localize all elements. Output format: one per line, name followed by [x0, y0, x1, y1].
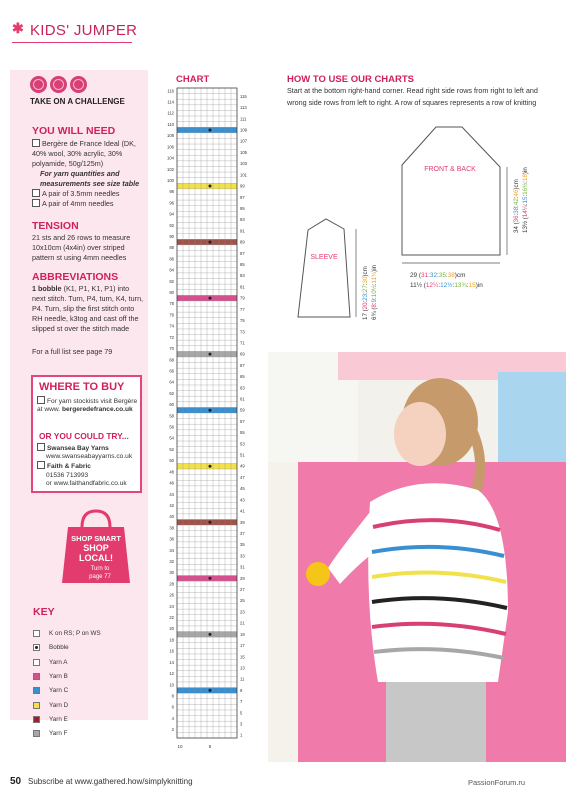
size-unit: )in [371, 264, 378, 272]
size-v2: 9 [371, 298, 378, 303]
size-v4: 15 [468, 282, 476, 289]
chart-row-label-right: 37 [240, 530, 245, 536]
chart-row-label-left: 82 [169, 278, 174, 284]
chart-row-label-left: 28 [169, 581, 174, 587]
size-v2: 38 [513, 206, 520, 214]
size-v1: 14¼ [522, 205, 529, 218]
key-swatch [33, 659, 40, 666]
chart-row-label-left: 58 [169, 413, 174, 419]
item-text: A pair of 3.5mm needles [42, 189, 120, 198]
chart-row-label-left: 34 [169, 547, 174, 553]
bag-line3: LOCAL! [79, 553, 113, 563]
abbreviations-heading: ABBREVIATIONS [32, 271, 119, 283]
chart-row-label-right: 105 [240, 149, 247, 155]
item-text: A pair of 4mm needles [42, 199, 114, 208]
sleeve-label: SLEEVE [310, 254, 338, 261]
chart-row-label-right: 9 [240, 687, 243, 693]
chart-bobble [209, 241, 212, 244]
shop-link[interactable]: www.swanseabayyarns.co.uk [46, 453, 133, 461]
chart-row-label-left: 56 [169, 424, 174, 430]
knitting-chart [150, 84, 262, 754]
shop-url-prefix: or [46, 479, 52, 487]
size-base: 17 ( [362, 309, 369, 320]
yarn-ball-icon [70, 76, 87, 93]
flower-icon: ✱ [12, 20, 24, 36]
width-cm-label: 29 (31:32:35:38)cm [410, 272, 466, 279]
size-v4: 18 [522, 174, 529, 181]
size-v3: 16½ [522, 182, 529, 195]
front-back-shape [402, 127, 500, 255]
key-label: K on RS; P on WS [49, 630, 101, 637]
chart-row-label-left: 66 [169, 368, 174, 374]
tension-heading: TENSION [32, 220, 79, 232]
chart-row-label-left: 76 [169, 312, 174, 318]
size-base: 13½ ( [522, 217, 529, 233]
chart-bobble [209, 409, 212, 412]
size-v2: 15 [522, 196, 529, 204]
chart-row-label-right: 39 [240, 519, 245, 525]
page-section-title: KIDS' JUMPER [30, 22, 138, 39]
chart-row-label-left: 114 [167, 99, 174, 105]
chart-row-label-left: 84 [169, 267, 174, 273]
checkbox-icon [37, 396, 45, 404]
bobble-dot-icon [35, 646, 38, 649]
size-unit: )cm [362, 266, 369, 277]
chart-row-label-right: 7 [240, 699, 243, 705]
chart-row-label-right: 21 [240, 620, 245, 626]
bag-line4: Turn to [90, 566, 110, 572]
shop-phone: 01536 713993 [46, 471, 89, 479]
key-item [33, 642, 69, 653]
garment-schematic [290, 125, 556, 330]
chart-row-label-left: 112 [167, 110, 174, 116]
chart-row-label-left: 48 [169, 469, 174, 475]
chart-row-label-left: 32 [169, 558, 174, 564]
chart-row-label-right: 41 [240, 508, 245, 514]
chart-row-label-right: 65 [240, 374, 245, 380]
chart-row-label-left: 62 [169, 390, 174, 396]
chart-bobble [209, 465, 212, 468]
where-to-buy-heading: WHERE TO BUY [39, 381, 125, 393]
size-v1: 36 [513, 215, 520, 223]
chart-row-label-left: 70 [169, 346, 174, 352]
chart-row-label-left: 88 [169, 245, 174, 251]
size-unit: )in [522, 167, 529, 175]
key-heading: KEY [33, 606, 55, 618]
header-rule [12, 42, 132, 43]
size-v2: 32 [429, 272, 438, 279]
chart-row-label-left: 24 [169, 603, 174, 609]
chart-row-label-left: 36 [169, 536, 174, 542]
size-v2: 23 [362, 293, 369, 301]
difficulty-rating [30, 76, 100, 96]
chart-row-label-left: 108 [167, 133, 174, 139]
chart-row-label-left: 20 [169, 626, 174, 632]
checkbox-icon [32, 139, 40, 147]
size-v4: 30 [362, 276, 369, 284]
materials-yarn [32, 139, 144, 169]
chart-row-label-left: 60 [169, 402, 174, 408]
checkbox-icon [37, 461, 45, 469]
chart-row-label-right: 23 [240, 609, 245, 615]
size-v1: 8 [371, 304, 378, 308]
chart-row-label-right: 25 [240, 598, 245, 604]
abbrev-term: 1 bobble [32, 284, 62, 293]
chart-row-label-right: 43 [240, 497, 245, 503]
chart-row-label-right: 51 [240, 452, 245, 458]
chart-row-label-left: 68 [169, 357, 174, 363]
size-v1: 20 [362, 302, 369, 310]
checkbox-icon [32, 199, 40, 207]
chart-row-label-right: 89 [240, 239, 245, 245]
size-v4: 11¾ [371, 271, 378, 284]
chart-row-label-right: 53 [240, 441, 245, 447]
shop-name: Faith & Fabric [47, 463, 91, 471]
difficulty-label: TAKE ON A CHALLENGE [30, 97, 125, 106]
chart-row-label-right: 85 [240, 262, 245, 268]
chart-row-label-left: 86 [169, 256, 174, 262]
chart-row-label-right: 97 [240, 194, 245, 200]
chart-row-label-left: 64 [169, 379, 174, 385]
chart-row-label-right: 49 [240, 463, 245, 469]
chart-row-label-right: 81 [240, 284, 245, 290]
key-swatch [33, 687, 40, 694]
size-base: 6¾ ( [371, 307, 378, 320]
chart-row-label-left: 2 [171, 727, 174, 733]
chart-row-label-right: 45 [240, 486, 245, 492]
chart-row-label-right: 47 [240, 474, 245, 480]
chart-row-label-left: 94 [169, 211, 174, 217]
subscribe-link[interactable]: Subscribe at www.gathered.how/simplyknitting [28, 777, 193, 786]
height-cm-label: 34 (36:38:42:46)cm [513, 179, 520, 233]
chart-row-label-right: 17 [240, 643, 245, 649]
height-in-label: 13½ (14¼:15:16½:18)in [522, 167, 529, 233]
chart-row-label-right: 1 [240, 732, 243, 738]
size-v1: 31 [421, 272, 429, 279]
key-label: Yarn E [49, 715, 68, 723]
materials-item [32, 199, 144, 209]
size-v3: 10½ [371, 285, 378, 298]
chart-row-label-left: 110 [167, 121, 174, 127]
chart-row-label-left: 116 [167, 88, 174, 94]
tension-text: 21 sts and 26 rows to measure 10x10cm (4x4in) over striped pattern st using 4mm needles [32, 233, 131, 262]
bag-line1: SHOP SMART [71, 534, 121, 543]
chart-row-label-right: 71 [240, 340, 245, 346]
chart-row-label-right: 109 [240, 127, 247, 133]
chart-row-label-right: 27 [240, 587, 245, 593]
checkbox-icon [32, 189, 40, 197]
chart-row-label-right: 55 [240, 430, 245, 436]
size-v4: 46 [513, 189, 520, 197]
abbreviations-text [32, 284, 144, 334]
chart-row-label-right: 13 [240, 665, 245, 671]
chart-row-label-left: 16 [169, 648, 174, 654]
yarn-text: Bergère de France Ideal (DK, 40% wool, 30% acrylic, 30% polyamide, 50g/125m) [32, 139, 136, 168]
chart-row-label-left: 12 [169, 671, 174, 677]
or-try-heading: OR YOU COULD TRY... [39, 431, 129, 441]
checkbox-icon [37, 443, 45, 451]
yarn-note: For yarn quantities and measurements see size table [40, 169, 140, 188]
chart-row-label-right: 5 [240, 710, 243, 716]
chart-row-label-right: 19 [240, 631, 245, 637]
key-label: Yarn D [49, 701, 69, 709]
chart-row-label-right: 35 [240, 542, 245, 548]
you-will-need-heading: YOU WILL NEED [32, 125, 116, 137]
shop-name: Swansea Bay Yarns [47, 445, 109, 452]
child-face [394, 402, 446, 466]
size-base: 34 ( [513, 222, 520, 233]
full-list-note: For a full list see page 79 [32, 347, 113, 356]
chart-column-label: 5 [208, 744, 212, 749]
chart-row-label-right: 31 [240, 564, 245, 570]
chart-row-label-left: 42 [169, 502, 174, 508]
chart-row-label-left: 50 [169, 458, 174, 464]
size-unit: )cm [454, 272, 466, 279]
key-item [33, 628, 101, 639]
key-label: Yarn B [49, 672, 68, 680]
size-unit: )in [475, 282, 483, 289]
size-v1: 12¼ [425, 282, 439, 289]
chart-row-label-left: 74 [169, 323, 174, 329]
watermark: PassionForum.ru [468, 778, 526, 787]
chart-row-label-left: 104 [167, 155, 174, 161]
key-swatch [33, 716, 40, 723]
chart-bobble [209, 353, 212, 356]
chart-row-label-right: 63 [240, 385, 245, 391]
chart-row-label-left: 78 [169, 301, 174, 307]
chart-row-label-right: 69 [240, 351, 245, 357]
bag-line5: page 77 [89, 574, 111, 580]
chart-row-label-left: 52 [169, 446, 174, 452]
key-label: Yarn F [49, 730, 68, 738]
yarn-ball-icon [30, 76, 47, 93]
size-v3: 42 [513, 198, 520, 206]
child-jeans [386, 682, 486, 762]
chart-bobble [209, 297, 212, 300]
size-v2: 12½ [440, 282, 453, 289]
chart-row-label-right: 83 [240, 273, 245, 279]
chart-row-label-left: 30 [169, 570, 174, 576]
chart-row-label-right: 79 [240, 295, 245, 301]
yarn-ball-icon [50, 76, 67, 93]
chart-row-label-right: 29 [240, 575, 245, 581]
size-v3: 35 [438, 272, 446, 279]
stockist-link[interactable]: bergeredefrance.co.uk [61, 406, 133, 414]
how-to-text: Start at the bottom right-hand corner. Read right side rows from right to left and wrong side rows from left to right. A row of squares represents a row of knitting [287, 86, 538, 108]
chart-row-label-right: 61 [240, 396, 245, 402]
key-label: Yarn A [49, 658, 68, 666]
chart-bobble [209, 633, 212, 636]
chart-row-label-right: 103 [240, 161, 247, 167]
size-base: 11½ ( [410, 282, 426, 289]
chart-row-label-left: 100 [167, 177, 174, 183]
chart-row-label-left: 80 [169, 290, 174, 296]
size-unit: )cm [513, 179, 520, 190]
sleeve-shape [298, 219, 350, 317]
shop-item [37, 461, 141, 471]
key-item [33, 657, 67, 668]
yellow-ball [306, 562, 330, 586]
chart-row-label-right: 115 [240, 93, 247, 99]
chart-row-label-left: 22 [169, 615, 174, 621]
size-v3: 27 [362, 285, 369, 293]
chart-row-label-right: 75 [240, 318, 245, 324]
chart-row-label-left: 10 [169, 682, 174, 688]
chart-row-label-right: 111 [240, 116, 247, 122]
width-in-label: 11½ (12¼:12½:13¾:15)in [410, 282, 483, 289]
alt-shops [37, 443, 141, 488]
chart-row-label-right: 107 [240, 138, 247, 144]
chart-row-label-right: 99 [240, 183, 245, 189]
chart-row-label-left: 40 [169, 514, 174, 520]
stockist-text: For yarn stockists visit Bergère at www. [37, 398, 138, 414]
chart-row-label-left: 90 [169, 233, 174, 239]
chart-row-label-left: 14 [169, 659, 174, 665]
chart-row-label-right: 95 [240, 205, 245, 211]
front-back-label: FRONT & BACK [424, 166, 476, 173]
chart-row-label-left: 26 [169, 592, 174, 598]
chart-row-label-right: 101 [240, 172, 247, 178]
key-item [33, 714, 68, 725]
chart-row-label-left: 18 [169, 637, 174, 643]
key-swatch [33, 730, 40, 737]
chart-row-label-right: 33 [240, 553, 245, 559]
key-swatch [33, 673, 40, 680]
chart-bobble [209, 577, 212, 580]
key-item [33, 728, 67, 739]
chart-bobble [209, 129, 212, 132]
key-label: Yarn C [49, 687, 69, 695]
size-v4: 38 [447, 272, 455, 279]
chart-row-label-left: 54 [169, 435, 174, 441]
chart-row-label-left: 92 [169, 222, 174, 228]
chart-title: CHART [176, 74, 210, 85]
key-swatch [33, 630, 40, 637]
shop-item [37, 443, 141, 453]
chart-row-label-left: 44 [169, 491, 174, 497]
chart-row-label-right: 3 [240, 721, 243, 727]
child-wearing-jumper-photo [268, 352, 566, 762]
materials-item [32, 189, 144, 199]
chart-row-label-left: 72 [169, 334, 174, 340]
chart-row-label-left: 106 [167, 144, 174, 150]
photo-wall-strip [268, 462, 298, 762]
chart-row-label-left: 96 [169, 200, 174, 206]
key-swatch [33, 644, 40, 651]
chart-row-label-right: 91 [240, 228, 245, 234]
size-v3: 13¾ [454, 282, 467, 289]
chart-row-label-left: 98 [169, 189, 174, 195]
key-item [33, 671, 68, 682]
bag-line2: SHOP [83, 543, 109, 553]
chart-row-label-right: 73 [240, 329, 245, 335]
shop-link[interactable]: www.faithandfabric.co.uk [53, 479, 127, 487]
chart-bobble [209, 185, 212, 188]
key-item [33, 685, 68, 696]
chart-row-label-right: 77 [240, 306, 245, 312]
sleeve-cm-label: 17 (20:23:27:30)cm [362, 266, 369, 320]
chart-row-label-left: 4 [171, 715, 174, 721]
chart-row-label-right: 113 [240, 105, 247, 111]
page-number: 50 [10, 776, 22, 787]
chart-bobble [209, 689, 212, 692]
size-base: 29 ( [410, 272, 422, 279]
chart-row-label-left: 46 [169, 480, 174, 486]
chart-column-label: 10 [177, 744, 183, 749]
stockist-info [37, 396, 141, 414]
chart-row-label-right: 11 [240, 676, 245, 682]
key-item [33, 700, 68, 711]
chart-row-label-left: 8 [171, 693, 174, 699]
key-swatch [33, 702, 40, 709]
chart-row-label-left: 6 [171, 704, 174, 710]
chart-row-label-left: 38 [169, 525, 174, 531]
chart-row-label-right: 93 [240, 217, 245, 223]
chart-row-label-right: 67 [240, 362, 245, 368]
how-to-heading: HOW TO USE OUR CHARTS [287, 74, 415, 85]
chart-row-label-left: 102 [167, 166, 174, 172]
materials-list [32, 139, 144, 209]
chart-row-label-right: 15 [240, 654, 245, 660]
shop-local-bag-icon[interactable] [60, 505, 132, 585]
key-label: Bobble [49, 644, 69, 652]
chart-row-label-right: 59 [240, 407, 245, 413]
chart-row-label-right: 87 [240, 250, 245, 256]
chart-bobble [209, 521, 212, 524]
abbrev-definition: (K1, P1, K1, P1) into next stitch. Turn, P4, turn, K4, turn, P4. Turn, slip the first stitch onto RH needle, k3tog and cast off the slipped st over the stitch made [32, 284, 144, 333]
chart-row-label-right: 57 [240, 418, 245, 424]
sleeve-in-label: 6¾ (8:9:10½:11¾)in [371, 264, 378, 320]
